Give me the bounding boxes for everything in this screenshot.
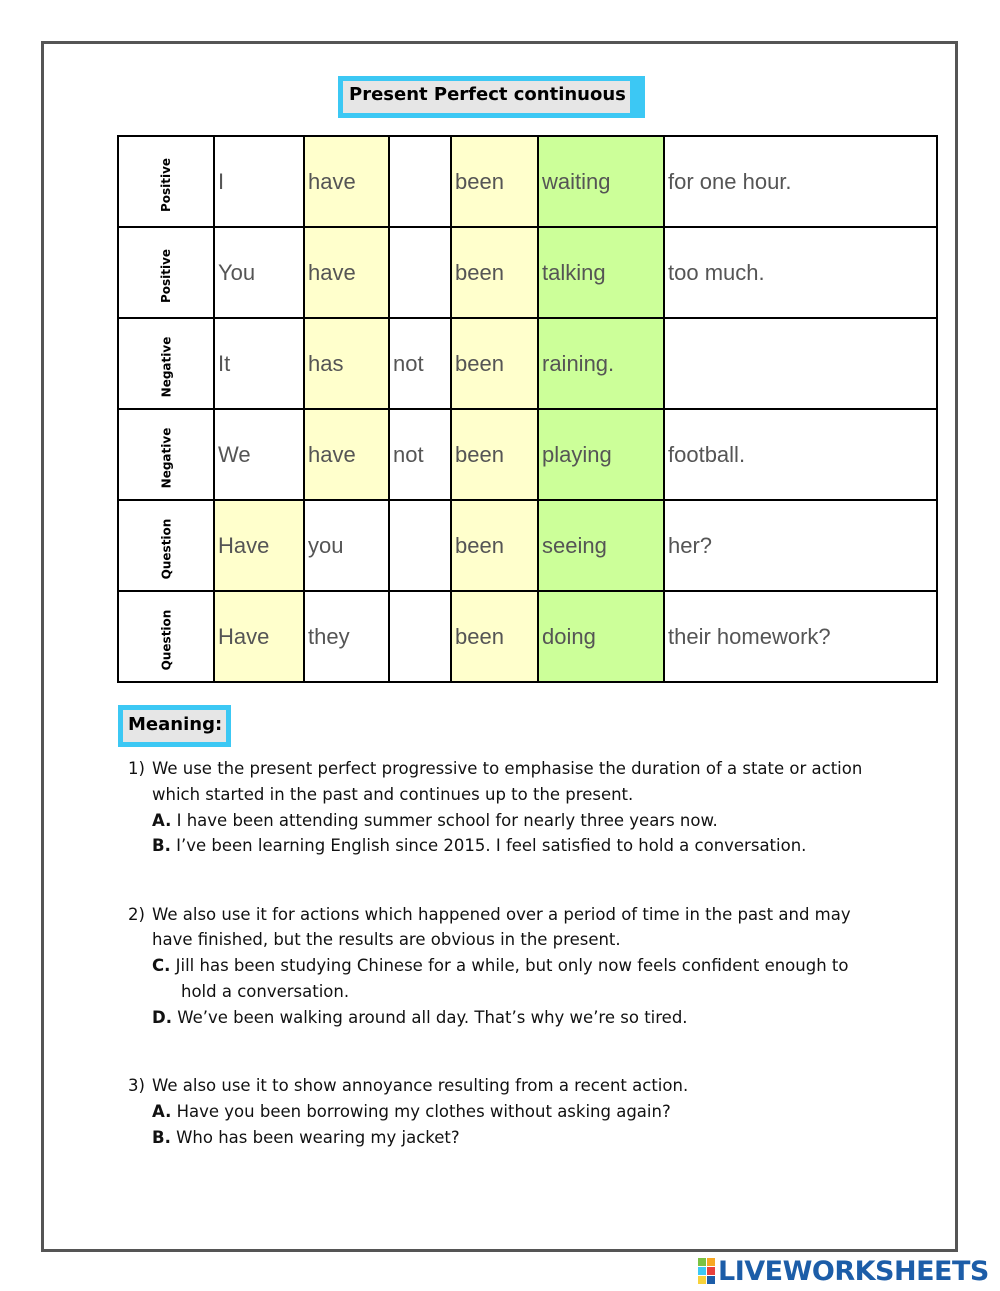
section-2-line-1: We also use it for actions which happened over a period of time in the past and may <box>152 905 851 924</box>
section-2-line-2: have finished, but the results are obvious in the present. <box>152 930 621 949</box>
table-row <box>118 591 937 682</box>
example-letter: D. <box>152 1008 172 1027</box>
negation-cell <box>389 591 451 682</box>
row-label <box>118 227 214 318</box>
row-label-text: Question <box>158 518 173 579</box>
example-letter: C. <box>152 956 171 975</box>
grammar-table <box>117 135 938 683</box>
auxiliary-cell: have <box>304 136 389 227</box>
row-label-text: Question <box>158 609 173 670</box>
subject-cell: Have <box>214 591 304 682</box>
auxiliary-cell: have <box>304 409 389 500</box>
complement-cell: too much. <box>664 227 937 318</box>
row-label <box>118 318 214 409</box>
verb-ing-cell: playing <box>538 409 664 500</box>
example-2d <box>152 1005 688 1031</box>
section-3-line-1: We also use it to show annoyance resulting from a recent action. <box>152 1076 689 1095</box>
example-text: Have you been borrowing my clothes without asking again? <box>176 1102 671 1121</box>
example-2c-continued: hold a conversation. <box>181 982 350 1001</box>
logo-grid-icon <box>698 1258 715 1284</box>
example-letter: A. <box>152 1102 172 1121</box>
example-text: I have been attending summer school for nearly three years now. <box>176 811 718 830</box>
row-label-text: Positive <box>158 157 173 212</box>
row-label <box>118 500 214 591</box>
complement-cell: for one hour. <box>664 136 937 227</box>
auxiliary-cell: has <box>304 318 389 409</box>
row-label <box>118 409 214 500</box>
example-text: We’ve been walking around all day. That’s why we’re so tired. <box>177 1008 688 1027</box>
section-3-number: 3) <box>128 1076 145 1095</box>
negation-cell: not <box>389 318 451 409</box>
example-text: I’ve been learning English since 2015. I feel satisfied to hold a conversation. <box>176 836 807 855</box>
subject-cell: I <box>214 136 304 227</box>
example-text: Jill has been studying Chinese for a while, but only now feels confident enough to <box>175 956 849 975</box>
example-letter: A. <box>152 811 172 830</box>
subject-cell: It <box>214 318 304 409</box>
negation-cell <box>389 136 451 227</box>
example-letter: B. <box>152 836 171 855</box>
section-1-number: 1) <box>128 759 145 778</box>
verb-ing-cell: seeing <box>538 500 664 591</box>
auxiliary-cell: have <box>304 227 389 318</box>
table-row <box>118 136 937 227</box>
example-2c <box>152 953 848 979</box>
verb-ing-cell: talking <box>538 227 664 318</box>
meaning-heading: Meaning: <box>123 710 226 742</box>
auxiliary-cell: you <box>304 500 389 591</box>
row-label-text: Negative <box>159 427 173 488</box>
example-3b <box>152 1125 460 1151</box>
row-label-text: Positive <box>158 248 173 303</box>
row-label <box>118 591 214 682</box>
negation-cell <box>389 227 451 318</box>
auxiliary-cell: they <box>304 591 389 682</box>
been-cell: been <box>451 591 538 682</box>
complement-cell: football. <box>664 409 937 500</box>
table-row <box>118 318 937 409</box>
subject-cell: Have <box>214 500 304 591</box>
complement-cell: their homework? <box>664 591 937 682</box>
complement-cell <box>664 318 937 409</box>
row-label <box>118 136 214 227</box>
been-cell: been <box>451 500 538 591</box>
verb-ing-cell: waiting <box>538 136 664 227</box>
negation-cell: not <box>389 409 451 500</box>
section-1-line-2: which started in the past and continues up to the present. <box>152 785 634 804</box>
been-cell: been <box>451 318 538 409</box>
logo-text: LIVEWORKSHEETS <box>718 1255 989 1287</box>
complement-cell: her? <box>664 500 937 591</box>
table-row <box>118 409 937 500</box>
verb-ing-cell: doing <box>538 591 664 682</box>
page-title: Present Perfect continuous <box>343 81 630 113</box>
example-3a <box>152 1099 671 1125</box>
negation-cell <box>389 500 451 591</box>
subject-cell: You <box>214 227 304 318</box>
subject-cell: We <box>214 409 304 500</box>
section-2-number: 2) <box>128 905 145 924</box>
section-1-line-1: We use the present perfect progressive to emphasise the duration of a state or action <box>152 759 863 778</box>
meaning-heading-box <box>118 705 231 747</box>
table-row <box>118 500 937 591</box>
been-cell: been <box>451 136 538 227</box>
example-1b <box>152 833 806 859</box>
example-text: Who has been wearing my jacket? <box>176 1128 460 1147</box>
title-box <box>338 76 645 118</box>
been-cell: been <box>451 227 538 318</box>
been-cell: been <box>451 409 538 500</box>
verb-ing-cell: raining. <box>538 318 664 409</box>
table-row <box>118 227 937 318</box>
row-label-text: Negative <box>159 336 173 397</box>
example-letter: B. <box>152 1128 171 1147</box>
example-1a <box>152 808 718 834</box>
liveworksheets-logo[interactable] <box>698 1256 989 1286</box>
